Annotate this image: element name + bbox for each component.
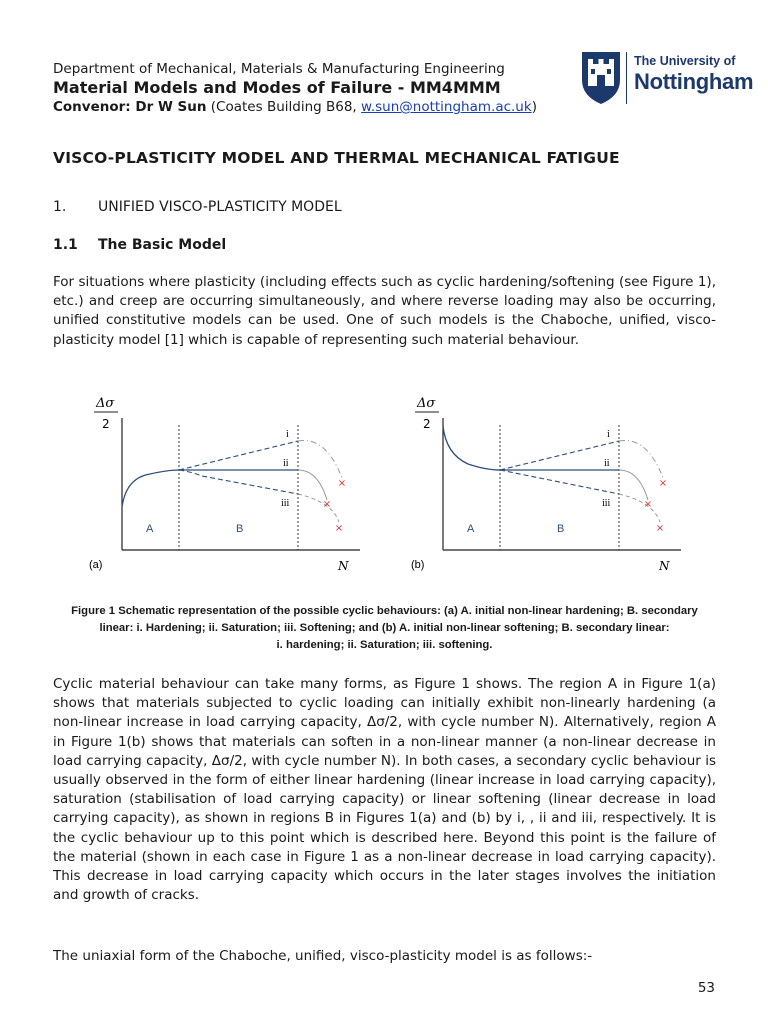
- caption-line-1: Figure 1 Schematic representation of the possible cyclic behaviours: (a) A. initial non-linear hardening; B. secondary: [71, 605, 698, 617]
- panel-a-label-i: i: [286, 429, 289, 440]
- panel-b-failure-marker-i: ×: [658, 478, 668, 489]
- section-heading-1-1: [53, 237, 226, 253]
- page-number: 53: [697, 980, 715, 996]
- logo-text-line1: The University of: [634, 54, 736, 68]
- panel-a-failure-marker-iii: ×: [334, 523, 344, 534]
- panel-a-region-b: B: [236, 523, 244, 535]
- panel-a-failure-iii: [298, 494, 339, 522]
- figure-1-graphic: [80, 390, 700, 580]
- panel-a-ylabel-bottom: 2: [102, 417, 110, 431]
- logo-text-line2: Nottingham: [634, 69, 754, 94]
- panel-a-xlabel: N: [338, 559, 349, 573]
- panel-b-xlabel: N: [659, 559, 670, 573]
- section-heading-1: [53, 199, 342, 215]
- panel-b-label: (b): [411, 559, 425, 571]
- document-title: VISCO-PLASTICITY MODEL AND THERMAL MECHANICAL FATIGUE: [53, 149, 620, 167]
- convenor-name: Convenor: Dr W Sun: [53, 99, 207, 115]
- panel-a-label-iii: iii: [281, 498, 290, 509]
- paragraph-intro: For situations where plasticity (including effects such as cyclic hardening/softening (see Figure 1), etc.) and creep are occurring simultaneously, and where reverse loading may also be occurring, unified constitutive models can be used. One of such models is the Chaboche, unified, visco-plasticity model [1] which is capable of representing such material behaviour.: [53, 274, 716, 348]
- panel-b-ylabel-bottom: 2: [423, 417, 431, 431]
- caption-line-2: linear: i. Hardening; ii. Saturation; iii. Softening; and (b) A. initial non-linear softening; B. secondary linear:: [99, 622, 670, 634]
- section-title: UNIFIED VISCO-PLASTICITY MODEL: [98, 199, 342, 215]
- panel-b-failure-marker-ii: ×: [643, 499, 653, 510]
- panel-b-failure-ii: [619, 470, 648, 500]
- panel-b-label-i: i: [607, 429, 610, 440]
- page-header: [53, 61, 583, 116]
- subsection-number: 1.1: [53, 237, 78, 253]
- section-number: 1.: [53, 199, 67, 215]
- department-name: Department of Mechanical, Materials & Manufacturing Engineering: [53, 61, 505, 77]
- convenor-close: ): [531, 99, 537, 115]
- panel-b-ylabel-top: Δσ: [417, 396, 436, 411]
- paragraph-cyclic-behaviour: Cyclic material behaviour can take many forms, as Figure 1 shows. The region A in Figure 1(a) shows that materials subjected to cyclic loading can initially exhibit non-linearly hardening (a non-linear increase in load carrying capacity, Δσ/2, with cycle number N). Alternatively, region A in Figure 1(b) shows that materials can soften in a non-linear manner (a non-linear decrease in load carrying capacity, Δσ/2, with cycle number N). In both cases, a secondary cyclic behaviour is usually observed in the form of either linear hardening (linear increase in load carrying capacity), saturation (stabilisation of load carrying capacity) or linear softening (linear decrease in load carrying capacity), as shown in regions B in Figures 1(a) and (b) by i, , ii and iii, respectively. It is the cyclic behaviour up to this point which is described here. Beyond this point is the failure of the material (shown in each case in Figure 1 as a non-linear decrease in load carrying capacity). This decrease in load carrying capacity which occurs in the later stages involves the initiation and growth of cracks.: [53, 676, 716, 904]
- castle-crest-icon: [580, 50, 622, 106]
- university-logo: [578, 48, 754, 106]
- panel-b-region-a-curve: [443, 426, 500, 470]
- panel-b-label-iii: iii: [602, 498, 611, 509]
- panel-a-label-ii: ii: [283, 458, 289, 469]
- panel-a-curve-i: [179, 441, 298, 470]
- panel-a-failure-marker-ii: ×: [322, 499, 332, 510]
- panel-a-label: (a): [89, 559, 103, 571]
- panel-b-region-b: B: [557, 523, 565, 535]
- logo-divider: [626, 52, 627, 104]
- panel-b-curve-i: [500, 441, 619, 470]
- panel-b: [411, 396, 681, 573]
- figure-1: [80, 390, 700, 580]
- panel-a-failure-marker-i: ×: [337, 478, 347, 489]
- panel-a: [89, 396, 360, 573]
- convenor-location: (Coates Building B68,: [206, 99, 362, 115]
- paragraph-model-intro: The uniaxial form of the Chaboche, unified, visco-plasticity model is as follows:-: [53, 948, 593, 964]
- panel-a-region-a-curve: [122, 470, 179, 507]
- figure-1-caption: [53, 603, 716, 654]
- convenor-line: [53, 98, 583, 116]
- panel-a-ylabel-top: Δσ: [96, 396, 115, 411]
- panel-b-curve-iii: [500, 470, 619, 494]
- panel-b-label-ii: ii: [604, 458, 610, 469]
- panel-a-curve-iii: [179, 470, 298, 494]
- panel-b-region-a: A: [467, 523, 475, 535]
- caption-line-3: i. hardening; ii. Saturation; iii. softening.: [276, 639, 493, 651]
- convenor-email-link[interactable]: w.sun@nottingham.ac.uk: [361, 99, 532, 115]
- panel-a-failure-ii: [298, 470, 327, 500]
- panel-b-failure-i: [619, 440, 663, 478]
- panel-a-region-a: A: [146, 523, 154, 535]
- panel-b-failure-iii: [619, 494, 660, 522]
- panel-a-failure-i: [298, 440, 342, 478]
- subsection-title: The Basic Model: [98, 237, 227, 253]
- panel-b-failure-marker-iii: ×: [655, 523, 665, 534]
- course-title: Material Models and Modes of Failure - MM4MMM: [53, 78, 501, 97]
